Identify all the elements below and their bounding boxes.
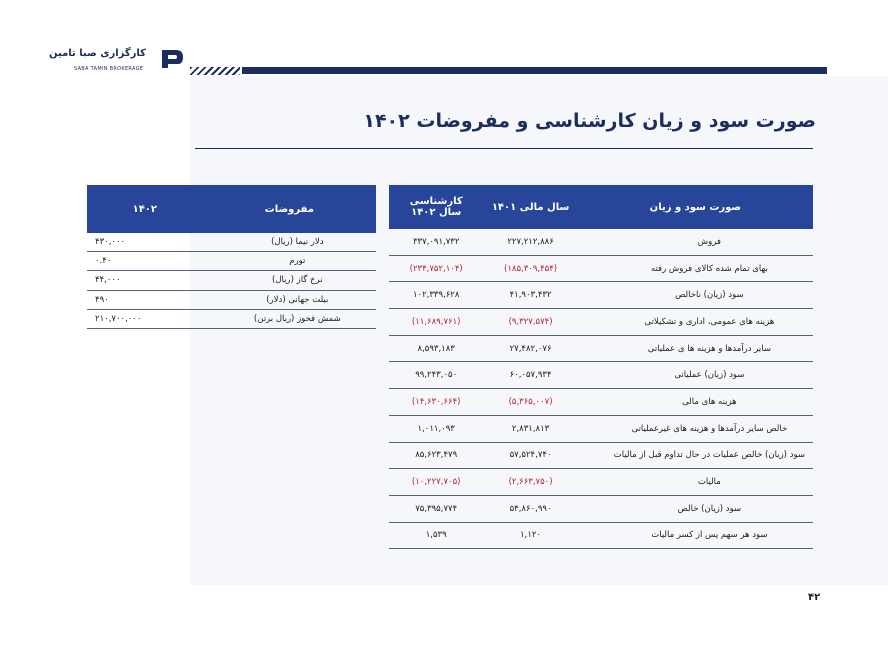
table-header-row xyxy=(87,185,376,233)
value-1401: (۱۸۵,۳۰۹,۴۵۴) xyxy=(483,255,577,282)
table-row xyxy=(389,335,813,362)
page-number: ۴۲ xyxy=(808,592,821,603)
assumption-label: تورم xyxy=(203,252,376,271)
column-header-value: ۱۴۰۲ xyxy=(87,185,203,233)
income-statement-table xyxy=(389,185,813,549)
value-1401: (۲,۶۶۳,۷۵۰) xyxy=(483,469,577,496)
title-divider xyxy=(195,148,813,149)
value-1402: ۱,۰۱۱,۰۹۳ xyxy=(389,415,483,442)
row-label: سود (زیان) ناخالص xyxy=(578,282,813,309)
table-row xyxy=(389,362,813,389)
row-label: سود (زیان) خالص xyxy=(578,495,813,522)
header-stripes xyxy=(190,67,240,75)
table-header-row xyxy=(389,185,813,229)
assumption-value: ۰.۴۰ xyxy=(87,252,203,271)
assumption-value: ۴۹۰ xyxy=(87,290,203,309)
table-row xyxy=(87,271,376,290)
value-1402: ۱۰۲,۳۳۹,۶۲۸ xyxy=(389,282,483,309)
header-bar xyxy=(242,67,827,74)
assumptions-table xyxy=(87,185,376,329)
value-1402: ۱,۵۳۹ xyxy=(389,522,483,549)
row-label: بهای تمام شده کالای فروش رفته xyxy=(578,255,813,282)
value-1402: (۱۰,۲۲۷,۷۰۵) xyxy=(389,469,483,496)
assumption-label: شمش فخوز (ریال برتن) xyxy=(203,309,376,328)
row-label: سود (زیان) عملیاتی xyxy=(578,362,813,389)
row-label: سایر درآمدها و هزینه ها ی عملیاتی xyxy=(578,335,813,362)
table-row xyxy=(389,522,813,549)
assumption-value: ۴۳۰,۰۰۰ xyxy=(87,233,203,252)
value-1401: ۴۱,۹۰۳,۴۳۲ xyxy=(483,282,577,309)
row-label: مالیات xyxy=(578,469,813,496)
company-name: کارگزاری صبا تامین xyxy=(49,48,146,59)
table-row xyxy=(87,252,376,271)
company-name-en: SABA TAMIN BROKERAGE xyxy=(74,66,144,72)
column-header-1401: سال مالی ۱۴۰۱ xyxy=(483,185,577,229)
value-1401: ۲۲۷,۲۱۲,۸۸۶ xyxy=(483,229,577,255)
footer-background xyxy=(0,585,888,661)
value-1401: ۵۷,۵۲۴,۷۴۰ xyxy=(483,442,577,469)
value-1402: (۱۱,۶۸۹,۷۶۱) xyxy=(389,309,483,336)
table-row xyxy=(87,290,376,309)
table-row xyxy=(389,495,813,522)
table-row xyxy=(389,229,813,255)
table-row xyxy=(87,233,376,252)
company-logo xyxy=(49,46,186,76)
value-1402: ۹۹,۲۴۳,۰۵۰ xyxy=(389,362,483,389)
value-1402: (۲۳۴,۷۵۲,۱۰۴) xyxy=(389,255,483,282)
logo-mark-icon xyxy=(158,46,186,72)
page-title: صورت سود و زیان کارشناسی و مفروضات ۱۴۰۲ xyxy=(363,110,816,132)
table-row xyxy=(389,389,813,416)
column-header-item: صورت سود و زیان xyxy=(578,185,813,229)
table-row xyxy=(389,282,813,309)
assumption-label: بیلت جهانی (دلار) xyxy=(203,290,376,309)
value-1402: ۷۵,۳۹۵,۷۷۴ xyxy=(389,495,483,522)
table-row xyxy=(389,255,813,282)
table-row xyxy=(87,309,376,328)
value-1401: (۹,۳۲۷,۵۷۴) xyxy=(483,309,577,336)
column-header-assumption: مفروضات xyxy=(203,185,376,233)
assumption-label: دلار نیما (ریال) xyxy=(203,233,376,252)
table-row xyxy=(389,442,813,469)
table-row xyxy=(389,469,813,496)
value-1401: ۱,۱۲۰ xyxy=(483,522,577,549)
assumption-label: نرخ گاز (ریال) xyxy=(203,271,376,290)
value-1401: ۲,۸۳۱,۸۱۳ xyxy=(483,415,577,442)
row-label: سود هر سهم پس از کسر مالیات xyxy=(578,522,813,549)
row-label: خالص سایر درآمدها و هزینه های غیرعملیاتی xyxy=(578,415,813,442)
value-1401: (۵,۳۶۵,۰۰۷) xyxy=(483,389,577,416)
value-1402: ۸,۵۹۳,۱۸۳ xyxy=(389,335,483,362)
value-1401: ۶۰,۰۵۷,۹۳۴ xyxy=(483,362,577,389)
value-1402: ۳۳۷,۰۹۱,۷۳۲ xyxy=(389,229,483,255)
table-row xyxy=(389,309,813,336)
row-label: سود (زیان) خالص عملیات در حال تداوم قبل از مالیات xyxy=(578,442,813,469)
value-1401: ۵۴,۸۶۰,۹۹۰ xyxy=(483,495,577,522)
value-1401: ۲۷,۴۸۲,۰۷۶ xyxy=(483,335,577,362)
row-label: هزینه های عمومی، اداری و تشکیلاتی xyxy=(578,309,813,336)
table-row xyxy=(389,415,813,442)
value-1402: (۱۴,۶۳۰,۶۶۴) xyxy=(389,389,483,416)
assumption-value: ۲۱۰,۷۰۰,۰۰۰ xyxy=(87,309,203,328)
value-1402: ۸۵,۶۲۳,۴۷۹ xyxy=(389,442,483,469)
row-label: فروش xyxy=(578,229,813,255)
row-label: هزینه های مالی xyxy=(578,389,813,416)
assumption-value: ۴۴,۰۰۰ xyxy=(87,271,203,290)
column-header-1402: کارشناسی سال ۱۴۰۲ xyxy=(389,185,483,229)
